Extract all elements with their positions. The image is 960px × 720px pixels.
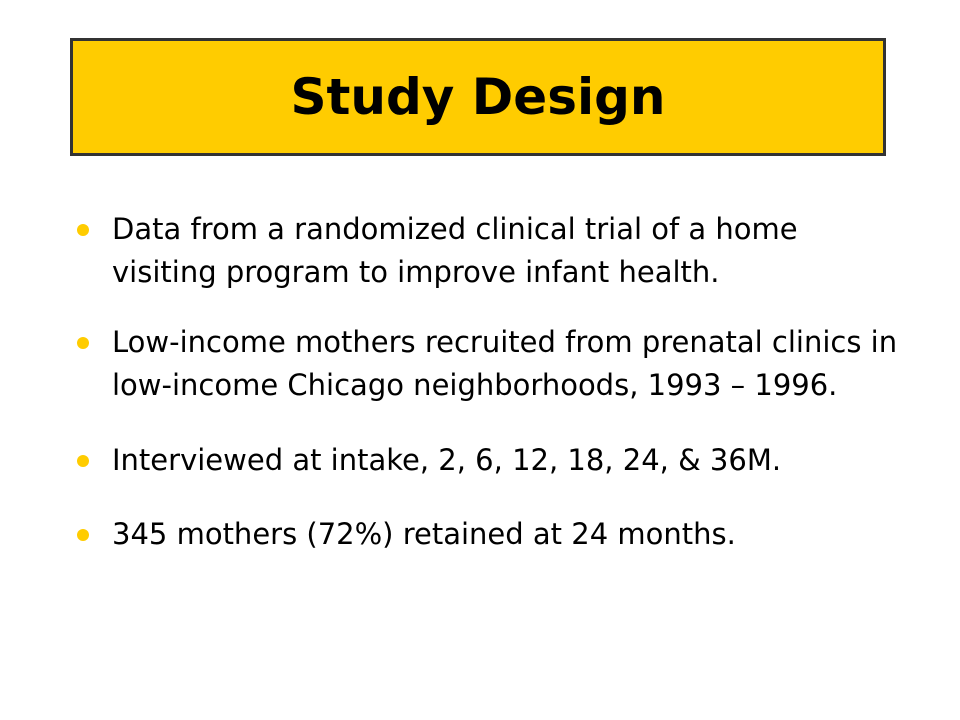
slide-title: Study Design bbox=[290, 68, 666, 126]
bullet-item bbox=[72, 439, 902, 482]
bullet-text: Data from a randomized clinical trial of a home visiting program to improve infant health. bbox=[112, 212, 798, 289]
bullet-dot-icon bbox=[77, 224, 89, 236]
bullet-text: Low-income mothers recruited from prenatal clinics in low-income Chicago neighborhoods, 1993 – 1996. bbox=[112, 325, 898, 402]
bullet-text: Interviewed at intake, 2, 6, 12, 18, 24, & 36M. bbox=[112, 443, 782, 477]
bullet-dot-icon bbox=[77, 529, 89, 541]
bullet-text: 345 mothers (72%) retained at 24 months. bbox=[112, 517, 736, 551]
bullet-item bbox=[72, 208, 902, 294]
bullet-item bbox=[72, 513, 902, 556]
bullet-dot-icon bbox=[77, 455, 89, 467]
bullet-dot-icon bbox=[77, 337, 89, 349]
title-banner bbox=[70, 38, 886, 156]
bullet-list bbox=[72, 208, 902, 583]
bullet-item bbox=[72, 321, 902, 407]
